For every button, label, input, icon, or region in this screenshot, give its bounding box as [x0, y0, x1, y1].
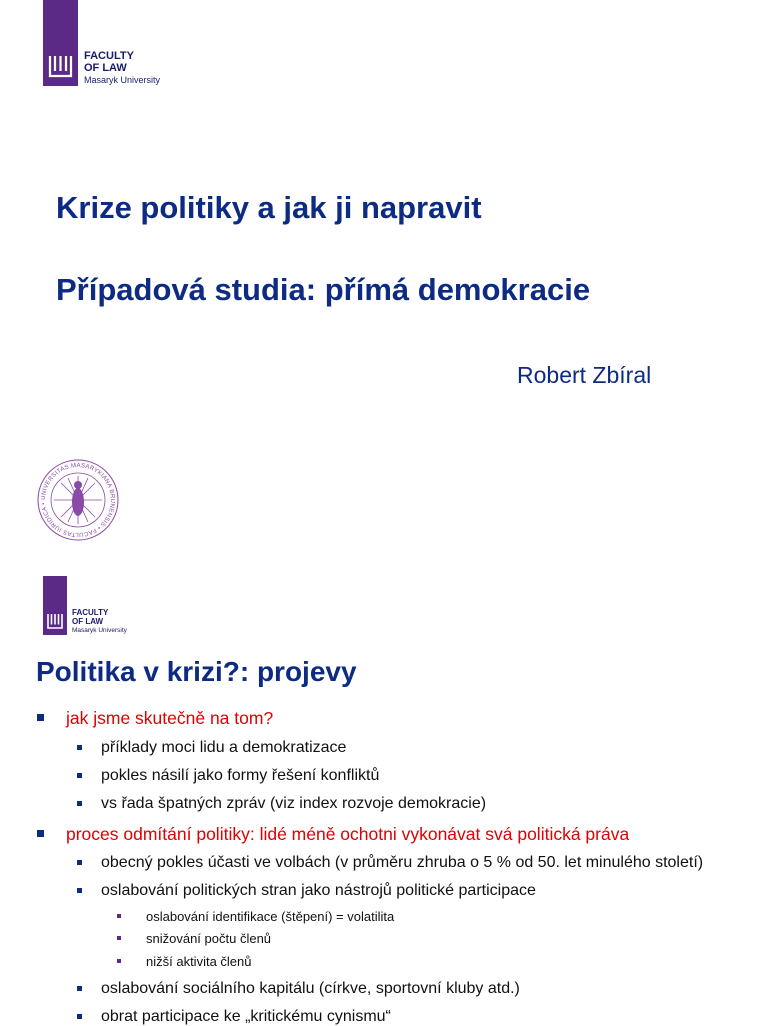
list-item-text: snižování počtu členů — [146, 931, 272, 946]
logo-line-3: Masaryk University — [72, 627, 127, 634]
list-item — [101, 854, 703, 872]
svg-text:UNIVERSITAS MASARYKIANA BRUNEN: UNIVERSITAS MASARYKIANA BRUNENSIS • FACULTAS IURIDICA • — [40, 462, 116, 538]
list-item-text: oslabování politických stran jako nástrojů politické participace — [101, 882, 536, 899]
list-item-text: proces odmítání politiky: — [66, 824, 260, 844]
list-item — [101, 882, 536, 900]
list-item-text: obecný pokles účasti ve volbách (v průměru zhruba o 5 % od 50. let minulého století) — [101, 854, 704, 871]
square-bullet-icon — [77, 801, 82, 806]
square-bullet-icon — [77, 986, 82, 991]
list-item — [101, 1008, 391, 1026]
list-item-text: nižší aktivita členů — [146, 954, 252, 969]
list-item — [146, 909, 394, 924]
square-bullet-icon — [77, 888, 82, 893]
square-bullet-icon — [37, 830, 44, 837]
list-item — [101, 795, 486, 813]
logo-line-1: FACULTY — [84, 50, 134, 62]
mu-logo-icon — [43, 0, 78, 86]
logo-line-2: OF LAW — [84, 62, 127, 74]
faculty-logo — [43, 0, 160, 86]
author-name: Robert Zbíral — [517, 362, 652, 388]
list-item — [101, 980, 520, 998]
mu-logo-icon — [43, 576, 67, 635]
list-item — [146, 931, 271, 946]
list-item-text: vs řada špatných zpráv (viz index rozvoje demokracie) — [101, 795, 487, 812]
list-item — [66, 824, 629, 845]
square-bullet-icon — [77, 773, 82, 778]
square-bullet-icon — [77, 745, 82, 750]
logo-line-3: Masaryk University — [84, 75, 161, 85]
presentation-subtitle: Případová studia: přímá demokracie — [56, 272, 591, 307]
square-bullet-icon — [117, 959, 121, 963]
list-item-text: oslabování identifikace (štěpení) = volatilita — [146, 909, 395, 924]
square-bullet-icon — [117, 914, 121, 918]
square-bullet-icon — [77, 860, 82, 865]
logo-line-2: OF LAW — [72, 617, 104, 626]
list-item — [101, 767, 379, 785]
presentation-title: Krize politiky a jak ji napravit — [56, 190, 482, 225]
square-bullet-icon — [37, 714, 44, 721]
logo-line-1: FACULTY — [72, 608, 109, 617]
list-item-text: pokles násilí jako formy řešení konfliktů — [101, 767, 380, 784]
faculty-seal-icon — [36, 458, 120, 547]
square-bullet-icon — [77, 1014, 82, 1019]
list-item-text: jak jsme skutečně na tom? — [66, 708, 274, 728]
square-bullet-icon — [117, 936, 121, 940]
faculty-logo-small — [43, 576, 127, 635]
list-item-text: oslabování sociálního kapitálu (církve, sportovní kluby atd.) — [101, 980, 520, 997]
slide-title: Politika v krizi?: projevy — [36, 656, 357, 687]
content-slide — [0, 560, 768, 1024]
list-item — [146, 954, 252, 969]
list-item-text-continued: lidé méně ochotni vykonávat svá politická práva — [259, 824, 630, 844]
list-item — [101, 739, 346, 757]
list-item — [66, 708, 273, 729]
list-item-text: příklady moci lidu a demokratizace — [101, 739, 347, 756]
list-item-text: obrat participace ke „kritickému cynismu“ — [101, 1008, 391, 1025]
